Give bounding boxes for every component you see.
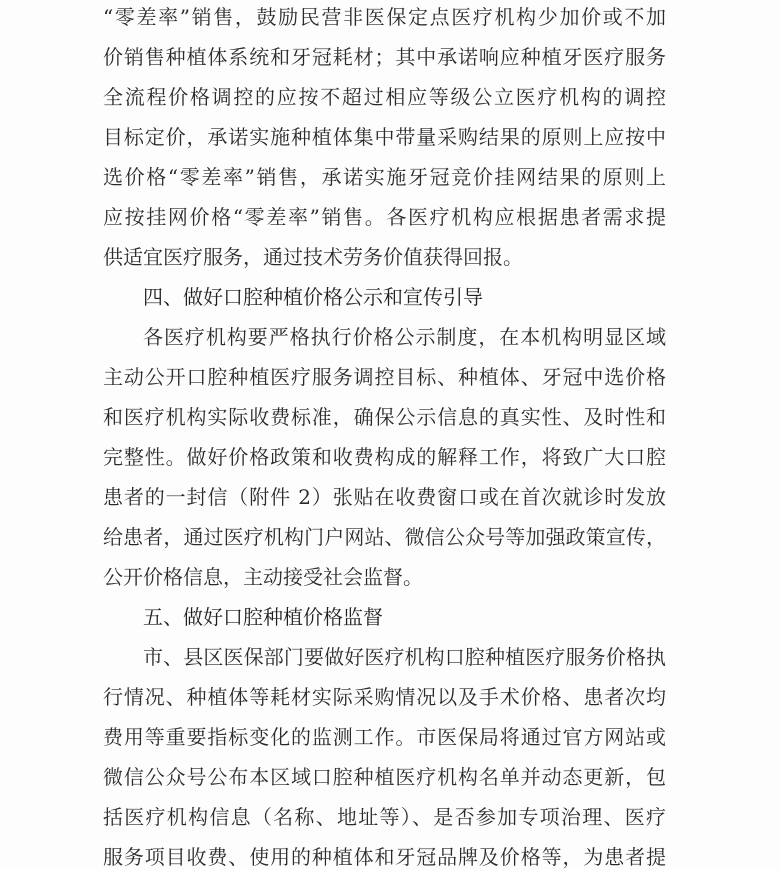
paragraph-line: 目标定价，承诺实施种植体集中带量采购结果的原则上应按中: [103, 125, 666, 149]
paragraph-line: 给患者，通过医疗机构门户网站、微信公众号等加强政策宣传，: [103, 525, 666, 549]
paragraph-line: 公开价格信息，主动接受社会监督。: [103, 565, 423, 589]
paragraph-line: 主动公开口腔种植医疗服务调控目标、种植体、牙冠中选价格: [103, 365, 666, 389]
paragraph-line: 市、县区医保部门要做好医疗机构口腔种植医疗服务价格执: [143, 645, 666, 669]
paragraph-line: 服务项目收费、使用的种植体和牙冠品牌及价格等，为患者提: [103, 845, 666, 869]
paragraph-line: 全流程价格调控的应按不超过相应等级公立医疗机构的调控: [103, 85, 666, 109]
paragraph-line: 和医疗机构实际收费标准，确保公示信息的真实性、及时性和: [103, 405, 666, 429]
paragraph-line: 微信公众号公布本区域口腔种植医疗机构名单并动态更新，包: [103, 765, 666, 789]
paragraph-line: 供适宜医疗服务，通过技术劳务价值获得回报。: [103, 245, 523, 269]
paragraph-line: 完整性。做好价格政策和收费构成的解释工作，将致广大口腔: [103, 445, 666, 469]
paragraph-line: 患者的一封信（附件 2）张贴在收费窗口或在首次就诊时发放: [103, 485, 666, 509]
paragraph-line: 各医疗机构要严格执行价格公示制度，在本机构明显区域: [143, 325, 666, 349]
paragraph-line: 价销售种植体系统和牙冠耗材；其中承诺响应种植牙医疗服务: [103, 45, 666, 69]
section-heading: 四、做好口腔种植价格公示和宣传引导: [143, 285, 483, 309]
paragraph-line: 费用等重要指标变化的监测工作。市医保局将通过官方网站或: [103, 725, 666, 749]
paragraph-line: “零差率”销售，鼓励民营非医保定点医疗机构少加价或不加: [103, 5, 666, 29]
paragraph-line: 行情况、种植体等耗材实际采购情况以及手术价格、患者次均: [103, 685, 666, 709]
paragraph-line: 应按挂网价格“零差率”销售。各医疗机构应根据患者需求提: [103, 205, 666, 229]
section-heading: 五、做好口腔种植价格监督: [143, 605, 383, 629]
paragraph-line: 选价格“零差率”销售，承诺实施牙冠竞价挂网结果的原则上: [103, 165, 666, 189]
paragraph-line: 括医疗机构信息（名称、地址等）、是否参加专项治理、医疗: [103, 805, 666, 829]
